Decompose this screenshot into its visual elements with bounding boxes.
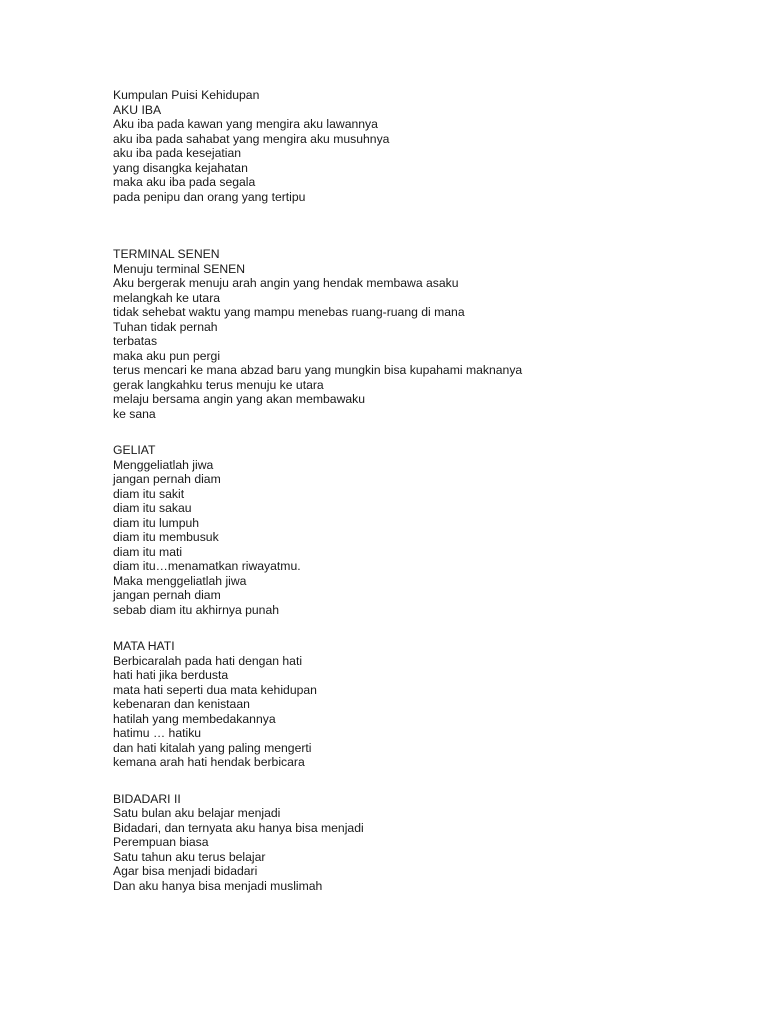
poem-line: aku iba pada sahabat yang mengira aku musuhnya bbox=[113, 131, 390, 146]
poem-line: Maka menggeliatlah jiwa bbox=[113, 573, 247, 588]
poem-line: yang disangka kejahatan bbox=[113, 160, 248, 175]
poem-line: kemana arah hati hendak berbicara bbox=[113, 755, 305, 769]
poem-terminal-senen bbox=[113, 247, 713, 421]
poem-line: hatimu … hatiku bbox=[113, 726, 202, 740]
poem-line: dan hati kitalah yang paling mengerti bbox=[113, 740, 312, 755]
poem-line: aku iba pada kesejatian bbox=[113, 146, 242, 160]
poem-aku-iba bbox=[113, 103, 713, 205]
poem-title: MATA HATI bbox=[113, 639, 175, 653]
poem-line: mata hati seperti dua mata kehidupan bbox=[113, 682, 317, 697]
poem-line: Tuhan tidak pernah bbox=[113, 319, 218, 334]
poem-line: tidak sehebat waktu yang mampu menebas ruang-ruang di mana bbox=[113, 305, 465, 319]
stanza-gap bbox=[113, 770, 713, 792]
poem-line: Satu tahun aku terus belajar bbox=[113, 849, 266, 864]
poem-mata-hati bbox=[113, 639, 713, 770]
poem-line: Satu bulan aku belajar menjadi bbox=[113, 806, 281, 820]
poem-line: Aku bergerak menuju arah angin yang hendak membawa asaku bbox=[113, 276, 459, 290]
poem-bidadari-ii bbox=[113, 792, 713, 894]
poem-line: Aku iba pada kawan yang mengira aku lawannya bbox=[113, 117, 378, 131]
poem-line: terus mencari ke mana abzad baru yang mungkin bisa kupahami maknanya bbox=[113, 363, 523, 377]
poem-line: sebab diam itu akhirnya punah bbox=[113, 602, 279, 617]
poem-line: kebenaran dan kenistaan bbox=[113, 697, 250, 711]
poem-line: terbatas bbox=[113, 334, 158, 348]
poem-line: diam itu sakau bbox=[113, 501, 192, 515]
poem-line: Agar bisa menjadi bidadari bbox=[113, 864, 258, 878]
poem-line: jangan pernah diam bbox=[113, 588, 221, 602]
poem-line: Bidadari, dan ternyata aku hanya bisa menjadi bbox=[113, 820, 364, 835]
poem-line: jangan pernah diam bbox=[113, 472, 221, 486]
poem-line: maka aku iba pada segala bbox=[113, 175, 256, 189]
poem-line: gerak langkahku terus menuju ke utara bbox=[113, 377, 324, 392]
poem-geliat bbox=[113, 443, 713, 617]
stanza-gap bbox=[113, 617, 713, 639]
poem-line: melangkah ke utara bbox=[113, 290, 221, 305]
poem-line: Menggeliatlah jiwa bbox=[113, 457, 214, 472]
poem-line: hati hati jika berdusta bbox=[113, 668, 229, 682]
poem-line: Menuju terminal SENEN bbox=[113, 261, 246, 276]
poem-title: BIDADARI II bbox=[113, 791, 181, 806]
stanza-gap bbox=[113, 421, 713, 443]
poem-line: maka aku pun pergi bbox=[113, 348, 221, 363]
poem-line: Berbicaralah pada hati dengan hati bbox=[113, 653, 303, 668]
poem-line: melaju bersama angin yang akan membawaku bbox=[113, 392, 366, 406]
poem-line: pada penipu dan orang yang tertipu bbox=[113, 189, 306, 204]
stanza-gap bbox=[113, 204, 713, 247]
poem-line: ke sana bbox=[113, 406, 156, 421]
poem-line: Perempuan biasa bbox=[113, 835, 209, 849]
poem-line: diam itu lumpuh bbox=[113, 515, 200, 530]
poem-line: diam itu mati bbox=[113, 544, 183, 559]
poem-title: AKU IBA bbox=[113, 102, 162, 117]
poem-line: hatilah yang membedakannya bbox=[113, 711, 276, 726]
poem-line: diam itu…menamatkan riwayatmu. bbox=[113, 559, 301, 573]
document-title: Kumpulan Puisi Kehidupan bbox=[113, 88, 260, 102]
poem-title: TERMINAL SENEN bbox=[113, 247, 220, 261]
poem-line: diam itu membusuk bbox=[113, 530, 219, 544]
poem-line: Dan aku hanya bisa menjadi muslimah bbox=[113, 878, 323, 893]
poem-title: GELIAT bbox=[113, 443, 156, 457]
document-body bbox=[113, 88, 713, 893]
poem-line: diam itu sakit bbox=[113, 486, 185, 501]
